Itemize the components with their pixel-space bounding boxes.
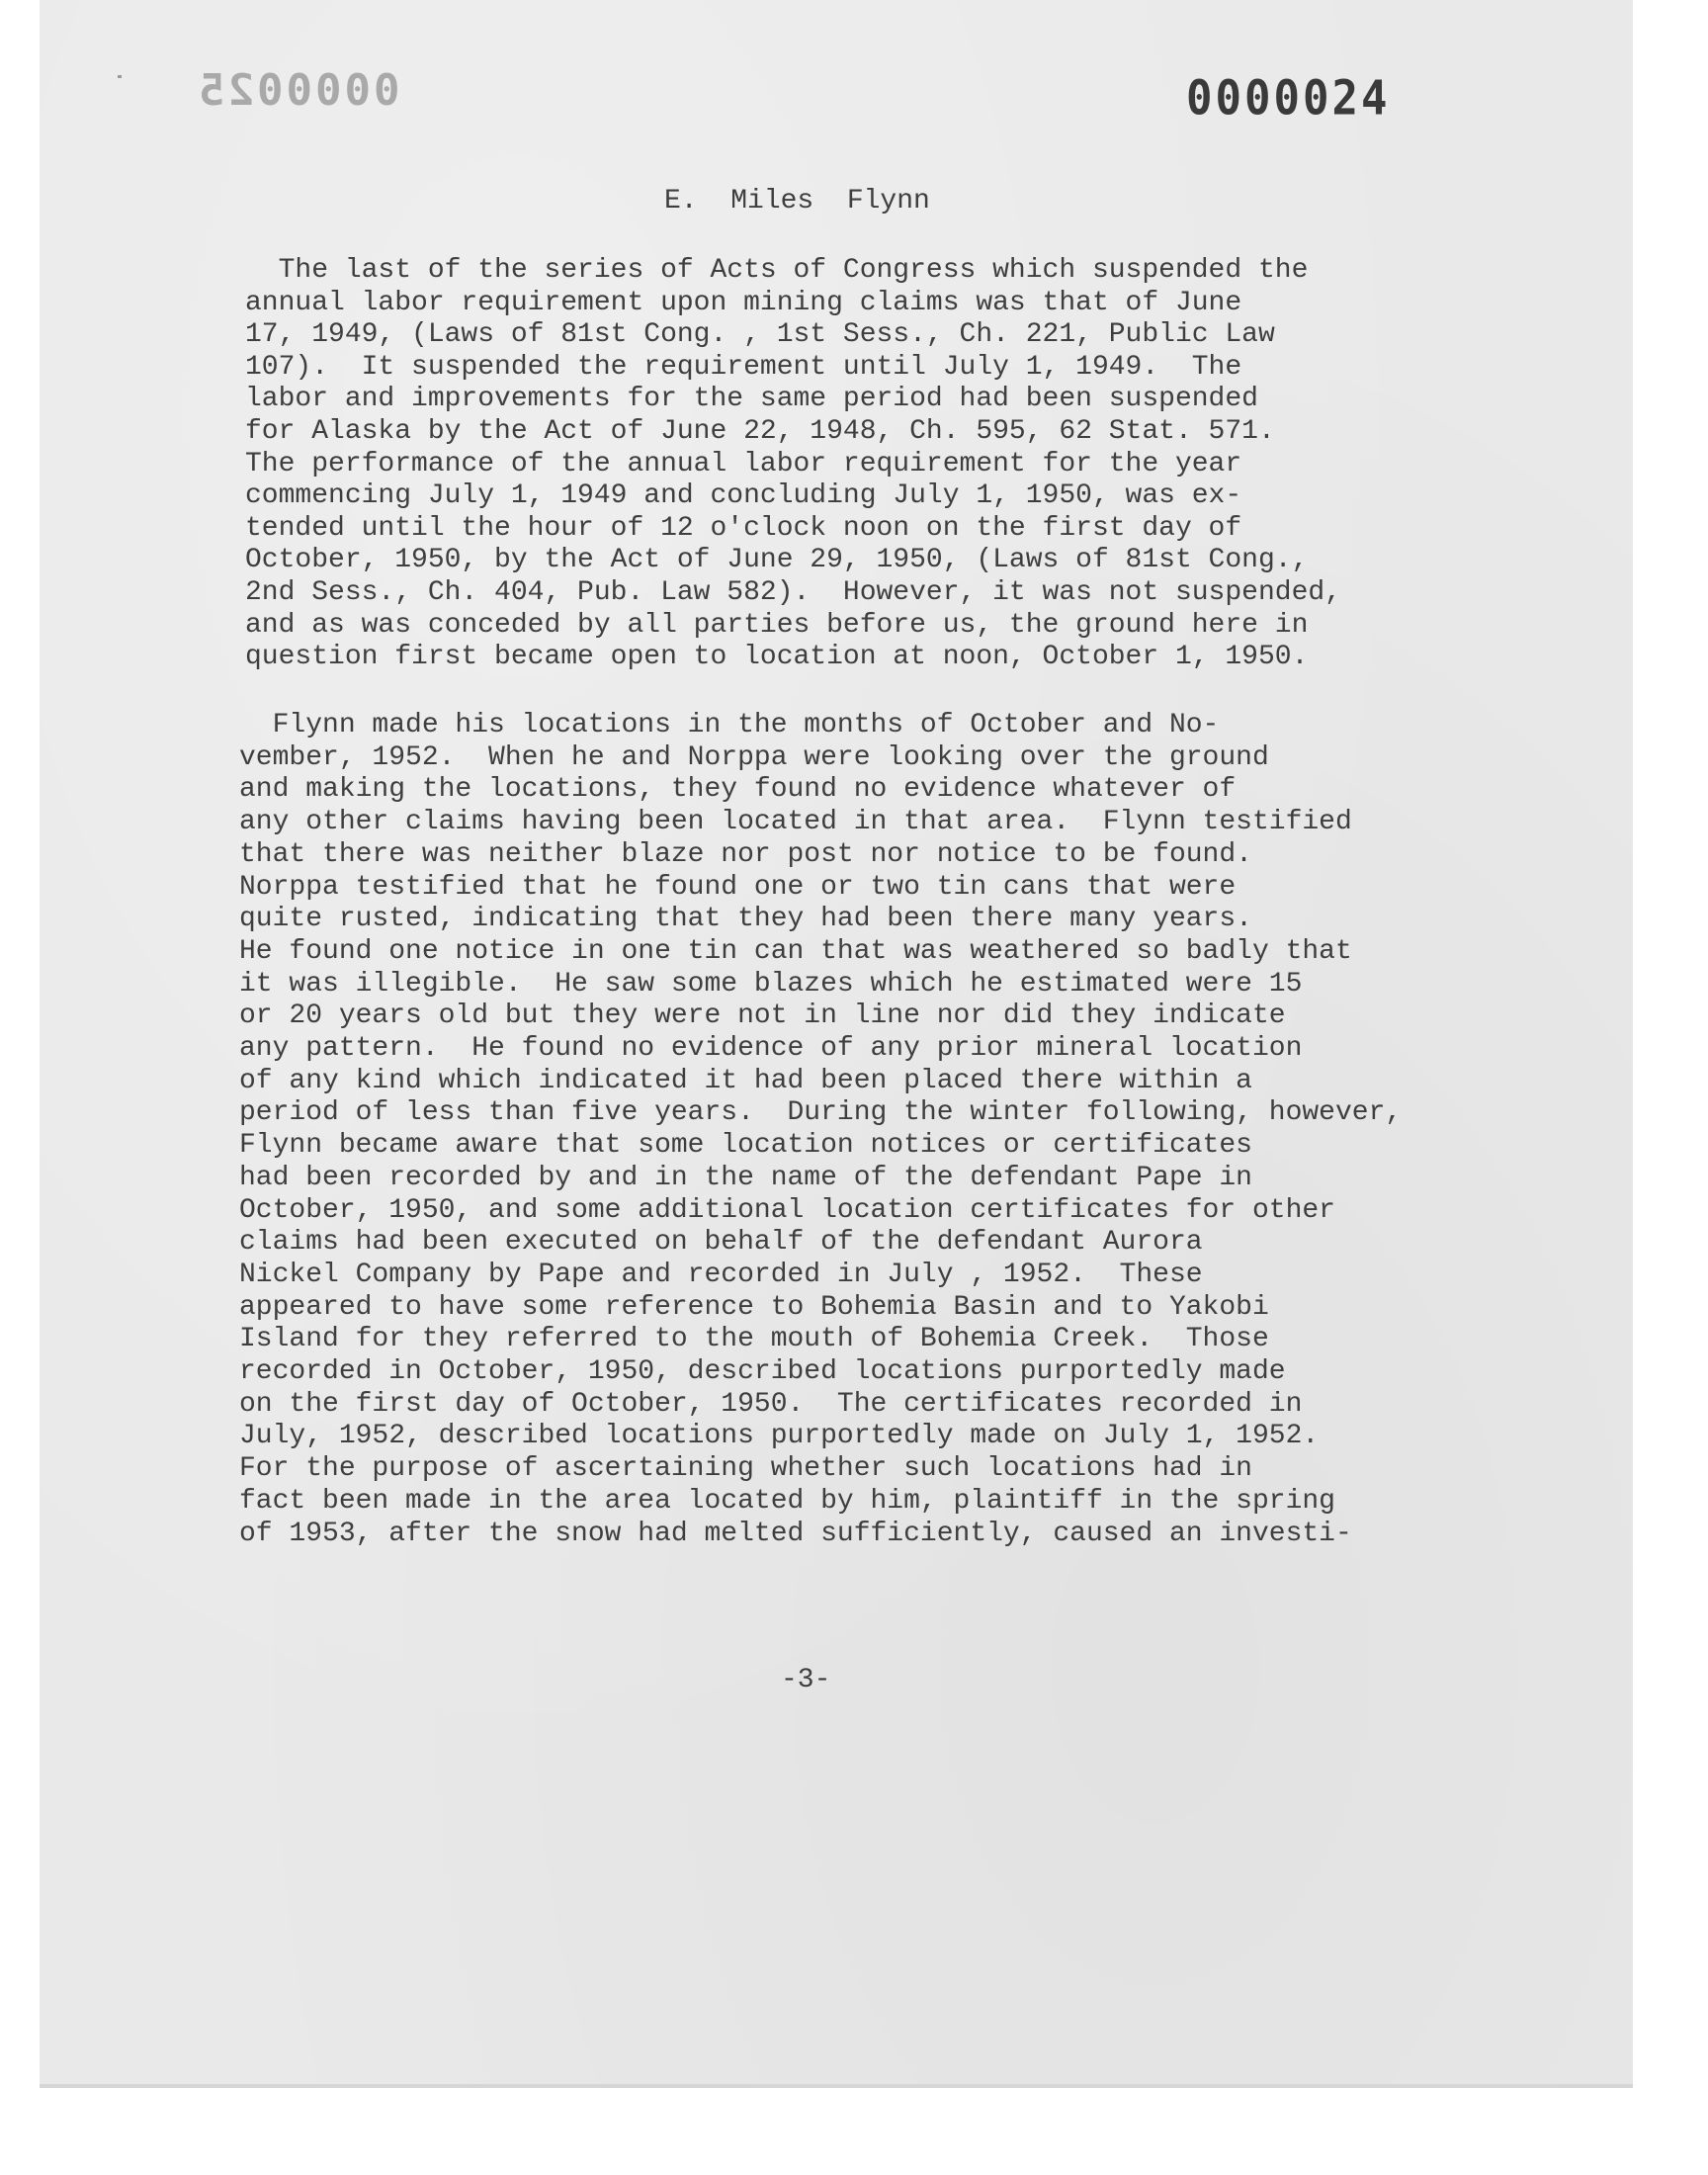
- text-line: or 20 years old but they were not in line nor did they indicate: [239, 1000, 1286, 1032]
- text-line: tended until the hour of 12 o'clock noon on the first day of: [245, 512, 1242, 544]
- text-line: 17, 1949, (Laws of 81st Cong. , 1st Sess., Ch. 221, Public Law: [245, 319, 1275, 351]
- text-line: For the purpose of ascertaining whether such locations had in: [239, 1453, 1252, 1485]
- text-line: appeared to have some reference to Bohemia Basin and to Yakobi: [239, 1291, 1269, 1323]
- text-line: The last of the series of Acts of Congress which suspended the: [245, 255, 1309, 286]
- text-line: question first became open to location at noon, October 1, 1950.: [245, 642, 1309, 673]
- text-line: and as was conceded by all parties before us, the ground here in: [245, 609, 1309, 641]
- text-line: vember, 1952. When he and Norppa were looking over the ground: [239, 741, 1269, 773]
- text-line: Nickel Company by Pape and recorded in July , 1952. These: [239, 1259, 1203, 1290]
- text-line: 2nd Sess., Ch. 404, Pub. Law 582). However, it was not suspended,: [245, 576, 1341, 608]
- scan-mark: [118, 75, 122, 78]
- text-line: period of less than five years. During the winter following, however,: [239, 1097, 1403, 1129]
- text-line: recorded in October, 1950, described locations purportedly made: [239, 1356, 1286, 1388]
- text-line: 107). It suspended the requirement until July 1, 1949. The: [245, 351, 1242, 383]
- text-line: quite rusted, indicating that they had been there many years.: [239, 904, 1252, 935]
- text-line: fact been made in the area located by him, plaintiff in the spring: [239, 1485, 1335, 1517]
- text-line: annual labor requirement upon mining claims was that of June: [245, 287, 1242, 318]
- text-line: and making the locations, they found no evidence whatever of: [239, 774, 1237, 806]
- text-line: claims had been executed on behalf of the defendant Aurora: [239, 1227, 1203, 1259]
- text-line: any other claims having been located in that area. Flynn testified: [239, 807, 1352, 838]
- text-line: labor and improvements for the same period had been suspended: [245, 384, 1258, 415]
- text-line: that there was neither blaze nor post nor notice to be found.: [239, 838, 1252, 870]
- document-number-stamp: 0000024: [1186, 70, 1391, 127]
- text-line: Norppa testified that he found one or two tin cans that were: [239, 871, 1237, 903]
- text-line: it was illegible. He saw some blazes which he estimated were 15: [239, 968, 1303, 1000]
- text-line: Flynn became aware that some location notices or certificates: [239, 1130, 1252, 1162]
- text-line: July, 1952, described locations purportedly made on July 1, 1952.: [239, 1421, 1320, 1452]
- text-line: Flynn made his locations in the months of October and No-: [239, 710, 1220, 740]
- text-line: He found one notice in one tin can that was weathered so badly that: [239, 935, 1352, 967]
- text-line: for Alaska by the Act of June 22, 1948, Ch. 595, 62 Stat. 571.: [245, 415, 1275, 447]
- page-edge: [40, 2084, 1633, 2088]
- text-line: Island for they referred to the mouth of Bohemia Creek. Those: [239, 1324, 1269, 1355]
- page-number: -3-: [781, 1665, 831, 1696]
- text-line: of 1953, after the snow had melted sufficiently, caused an investi-: [239, 1518, 1352, 1549]
- text-line: The performance of the annual labor requirement for the year: [245, 448, 1242, 479]
- text-line: of any kind which indicated it had been placed there within a: [239, 1065, 1252, 1096]
- mirrored-document-stamp: 0000025: [196, 65, 400, 116]
- paragraph-1: [245, 255, 1341, 674]
- text-line: on the first day of October, 1950. The certificates recorded in: [239, 1388, 1303, 1420]
- text-line: October, 1950, by the Act of June 29, 1950, (Laws of 81st Cong.,: [245, 545, 1309, 576]
- page-heading: E. Miles Flynn: [664, 186, 930, 217]
- text-line: commencing July 1, 1949 and concluding July 1, 1950, was ex-: [245, 480, 1242, 512]
- text-line: had been recorded by and in the name of the defendant Pape in: [239, 1162, 1252, 1193]
- text-line: October, 1950, and some additional location certificates for other: [239, 1194, 1335, 1226]
- text-line: any pattern. He found no evidence of any prior mineral location: [239, 1033, 1303, 1065]
- paragraph-2: [239, 710, 1402, 1550]
